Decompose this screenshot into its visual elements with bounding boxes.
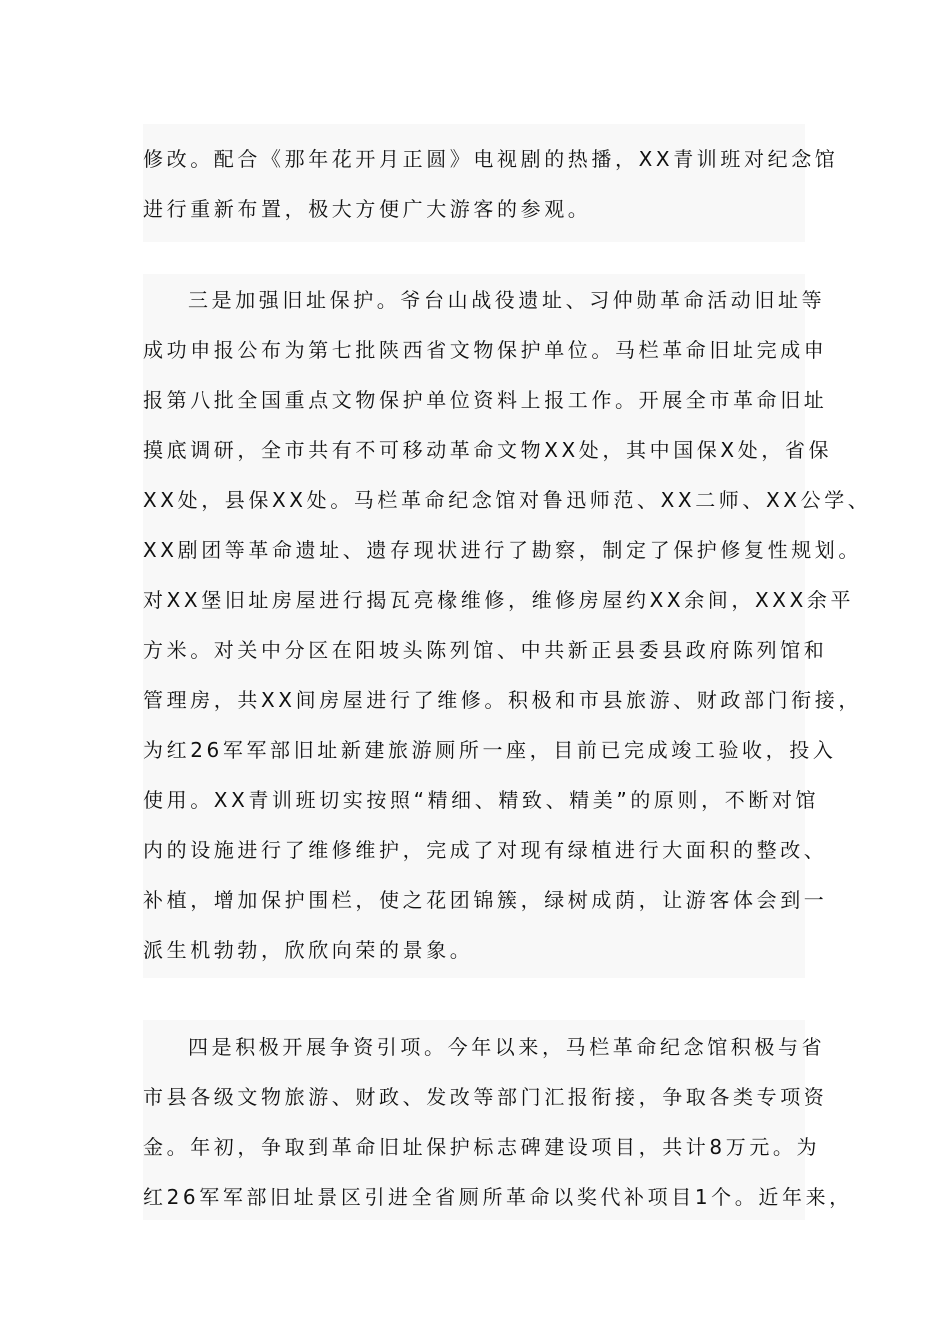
text-line: 修改。配合《那年花开月正圆》电视剧的热播，XX青训班对纪念馆 [143, 147, 839, 171]
text-line: 对XX堡旧址房屋进行揭瓦亮椽维修，维修房屋约XX余间，XXX余平 [143, 588, 855, 612]
paragraph-continuation [143, 124, 839, 242]
text-line: 成功申报公布为第七批陕西省文物保护单位。马栏革命旧址完成申 [143, 338, 828, 362]
text-line: 内的设施进行了维修维护，完成了对现有绿植进行大面积的整改、 [143, 838, 828, 862]
text-line: 四是积极开展争资引项。今年以来，马栏革命纪念馆积极与省 [188, 1035, 826, 1059]
text-line: 方米。对关中分区在阳坡头陈列馆、中共新正县委县政府陈列馆和 [143, 638, 828, 662]
text-line: 补植，增加保护围栏，使之花团锦簇，绿树成荫，让游客体会到一 [143, 888, 828, 912]
text-line: 为红26军军部旧址新建旅游厕所一座，目前已完成竣工验收，投入 [143, 738, 837, 762]
text-line: 红26军军部旧址景区引进全省厕所革命以奖代补项目1个。近年来， [143, 1185, 853, 1209]
text-line: 管理房，共XX间房屋进行了维修。积极和市县旅游、财政部门衔接， [143, 688, 863, 712]
text-line: XX剧团等革命遗址、遗存现状进行了勘察，制定了保护修复性规划。 [143, 538, 863, 562]
text-line: XX处，县保XX处。马栏革命纪念馆对鲁迅师范、XX二师、XX公学、 [143, 488, 872, 512]
text-line: 使用。XX青训班切实按照“精细、精致、精美”的原则，不断对馆 [143, 788, 820, 812]
text-line: 进行重新布置，极大方便广大游客的参观。 [143, 197, 592, 221]
text-line: 派生机勃勃，欣欣向荣的景象。 [143, 938, 474, 962]
text-line: 金。年初，争取到革命旧址保护标志碑建设项目，共计8万元。为 [143, 1135, 821, 1159]
paragraph-site-protection [143, 274, 872, 978]
text-line: 报第八批全国重点文物保护单位资料上报工作。开展全市革命旧址 [143, 388, 828, 412]
text-line: 摸底调研，全市共有不可移动革命文物XX处，其中国保X处，省保 [143, 438, 833, 462]
text-line: 市县各级文物旅游、财政、发改等部门汇报衔接，争取各类专项资 [143, 1085, 828, 1109]
paragraph-fundraising [143, 1020, 853, 1220]
text-line: 三是加强旧址保护。爷台山战役遗址、习仲勋革命活动旧址等 [188, 288, 826, 312]
